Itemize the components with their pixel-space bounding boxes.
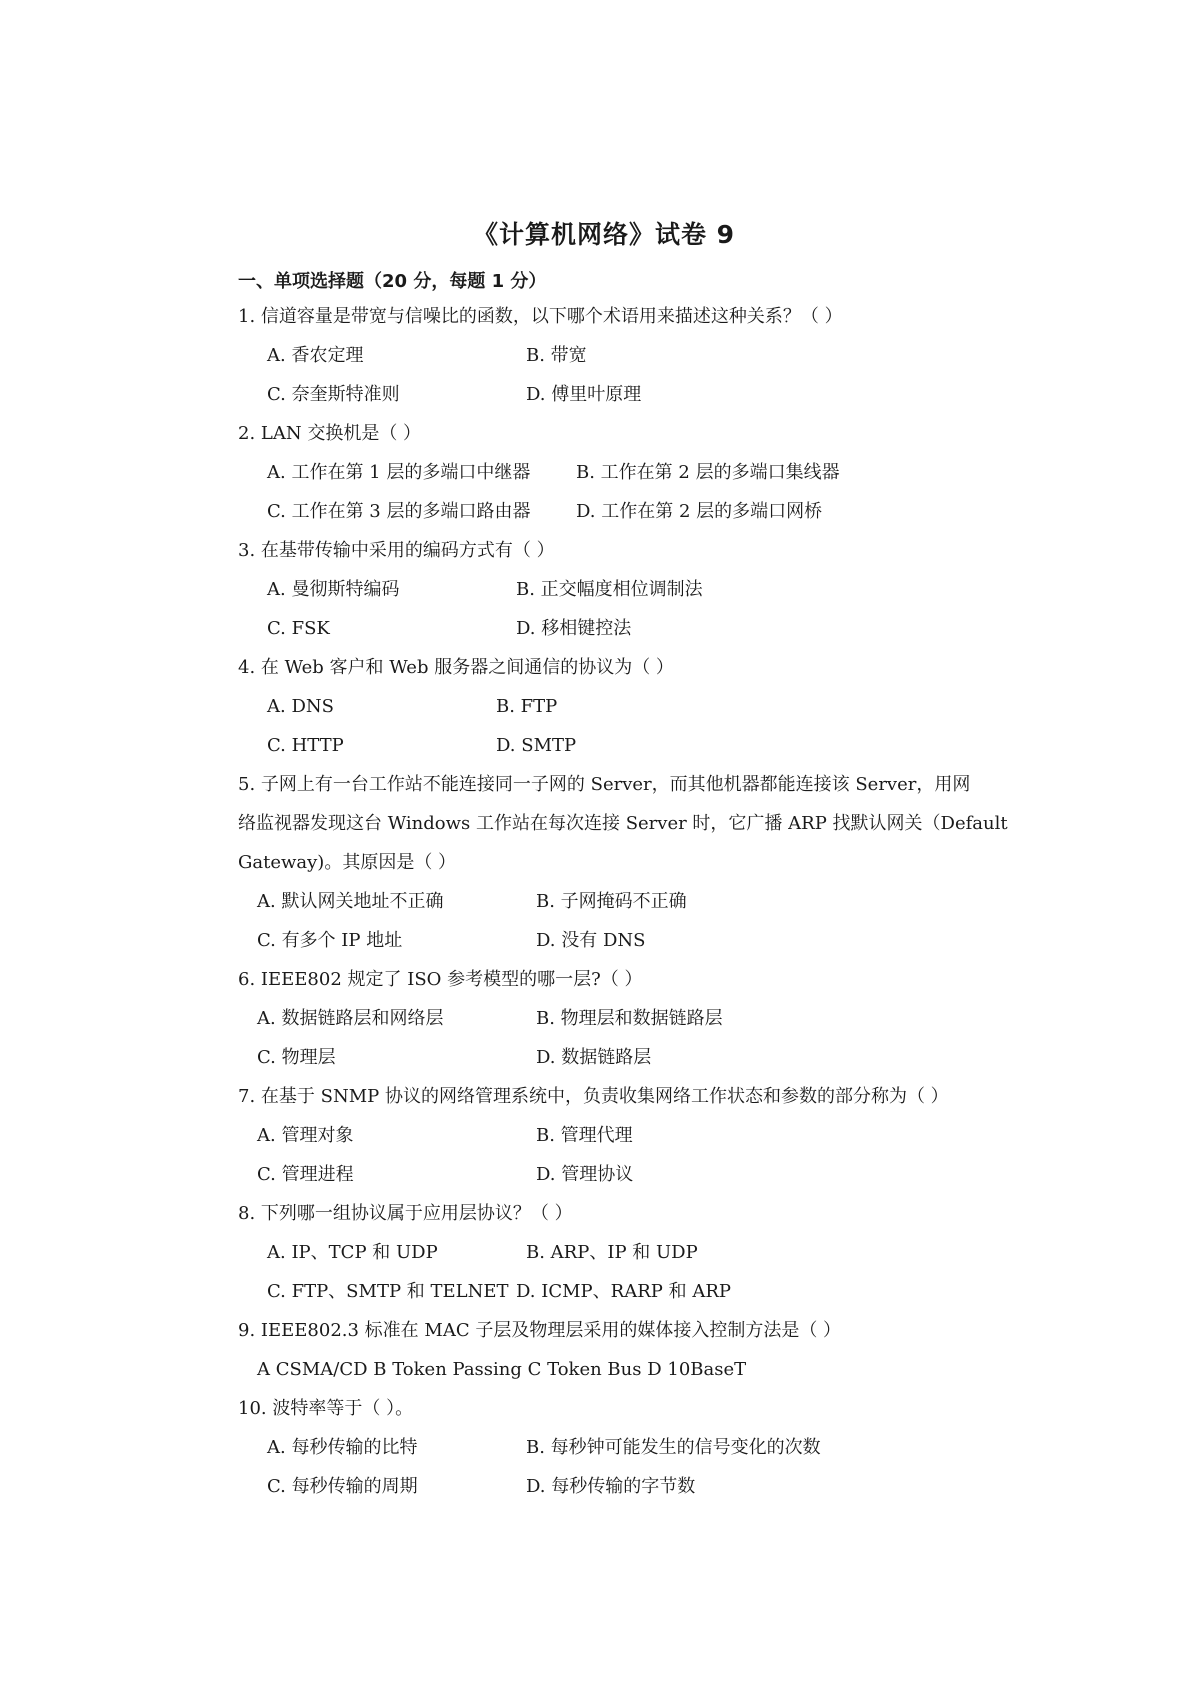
section-heading: 一、单项选择题（20 分，每题 1 分） [238, 271, 547, 292]
option-a: A. 管理对象 [257, 1125, 354, 1146]
option-c: C. 奈奎斯特准则 [267, 384, 400, 405]
question-stem: 1. 信道容量是带宽与信噪比的函数，以下哪个术语用来描述这种关系？（ ） [238, 306, 843, 327]
option-c: C. 物理层 [257, 1047, 336, 1068]
option-c: C. 工作在第 3 层的多端口路由器 [267, 501, 531, 522]
option-a: A. IP、TCP 和 UDP [267, 1242, 438, 1263]
question-stem-line: 5. 子网上有一台工作站不能连接同一子网的 Server，而其他机器都能连接该 Server，用网 [238, 774, 971, 795]
option-a: A. 默认网关地址不正确 [257, 891, 444, 912]
question-stem-line: 络监视器发现这台 Windows 工作站在每次连接 Server 时，它广播 ARP 找默认网关（Default [238, 813, 1008, 834]
option-d: D. 工作在第 2 层的多端口网桥 [576, 501, 823, 522]
option-b: B. 管理代理 [536, 1125, 633, 1146]
option-a: A. 曼彻斯特编码 [267, 579, 400, 600]
option-b: B. FTP [496, 696, 558, 717]
option-a: A. 香农定理 [267, 345, 364, 366]
option-b: B. 每秒钟可能发生的信号变化的次数 [526, 1437, 821, 1458]
option-d: D. 每秒传输的字节数 [526, 1476, 696, 1497]
option-c: C. FTP、SMTP 和 TELNET [267, 1281, 509, 1302]
question-stem: 6. IEEE802 规定了 ISO 参考模型的哪一层?（ ） [238, 969, 643, 990]
option-b: B. 子网掩码不正确 [536, 891, 687, 912]
option-b: B. 工作在第 2 层的多端口集线器 [576, 462, 840, 483]
option-a: A. 数据链路层和网络层 [257, 1008, 444, 1029]
option-d: D. ICMP、RARP 和 ARP [516, 1281, 731, 1302]
question-stem: 10. 波特率等于（ ）。 [238, 1398, 414, 1419]
question-stem: 7. 在基于 SNMP 协议的网络管理系统中，负责收集网络工作状态和参数的部分称为（ ） [238, 1086, 949, 1107]
option-d: D. 移相键控法 [516, 618, 632, 639]
question-stem-line: Gateway)。其原因是（ ） [238, 852, 457, 873]
options-line: A CSMA/CD B Token Passing C Token Bus D 10BaseT [257, 1359, 747, 1380]
option-a: A. 工作在第 1 层的多端口中继器 [267, 462, 531, 483]
option-b: B. 带宽 [526, 345, 587, 366]
option-b: B. 物理层和数据链路层 [536, 1008, 723, 1029]
question-stem: 4. 在 Web 客户和 Web 服务器之间通信的协议为（ ） [238, 657, 674, 678]
page-title: 《计算机网络》试卷 9 [472, 220, 736, 249]
option-b: B. 正交幅度相位调制法 [516, 579, 703, 600]
option-d: D. 没有 DNS [536, 930, 646, 951]
option-d: D. 傅里叶原理 [526, 384, 642, 405]
option-c: C. 管理进程 [257, 1164, 354, 1185]
option-b: B. ARP、IP 和 UDP [526, 1242, 698, 1263]
option-d: D. 管理协议 [536, 1164, 634, 1185]
option-d: D. SMTP [496, 735, 577, 756]
question-stem: 2. LAN 交换机是（ ） [238, 423, 422, 444]
option-c: C. 有多个 IP 地址 [257, 930, 403, 951]
option-c: C. 每秒传输的周期 [267, 1476, 418, 1497]
option-d: D. 数据链路层 [536, 1047, 652, 1068]
option-a: A. DNS [267, 696, 334, 717]
question-stem: 3. 在基带传输中采用的编码方式有（ ） [238, 540, 555, 561]
question-stem: 8. 下列哪一组协议属于应用层协议？（ ） [238, 1203, 573, 1224]
option-a: A. 每秒传输的比特 [267, 1437, 418, 1458]
question-stem: 9. IEEE802.3 标准在 MAC 子层及物理层采用的媒体接入控制方法是（ ） [238, 1320, 842, 1341]
option-c: C. FSK [267, 618, 330, 639]
option-c: C. HTTP [267, 735, 344, 756]
